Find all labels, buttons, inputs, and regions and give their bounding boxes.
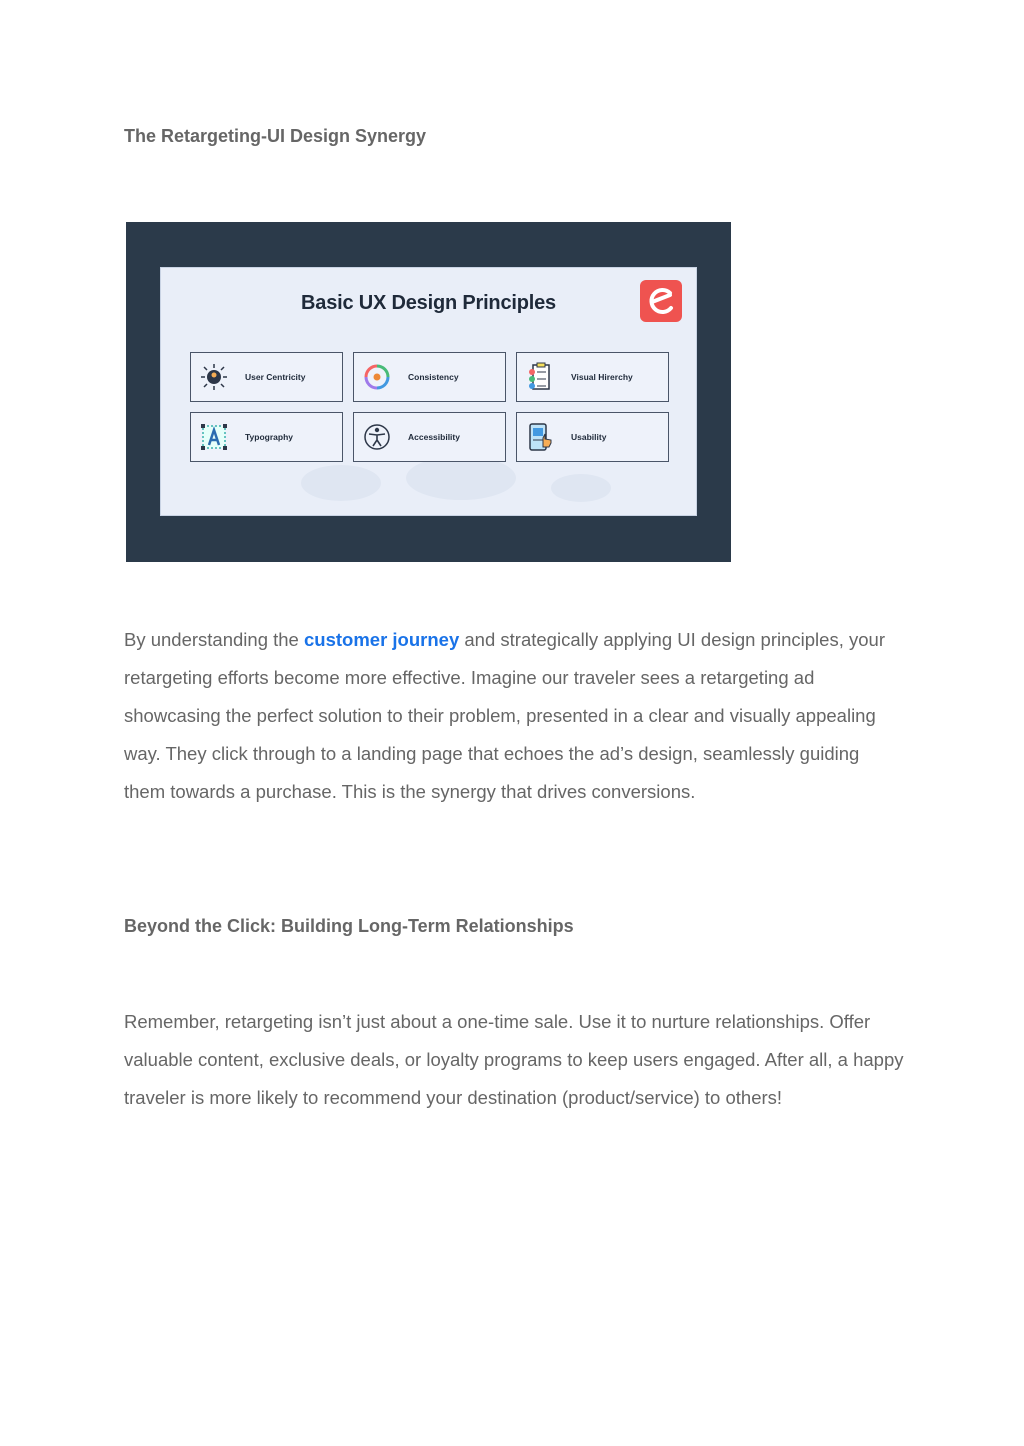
accessibility-icon bbox=[362, 422, 392, 452]
paragraph-customer-journey bbox=[124, 621, 904, 811]
customer-journey-link[interactable]: customer journey bbox=[304, 629, 460, 650]
card-label: Accessibility bbox=[408, 432, 460, 442]
card-label: Consistency bbox=[408, 372, 459, 382]
visual-hierarchy-icon bbox=[525, 362, 555, 392]
card-label: User Centricity bbox=[245, 372, 306, 382]
slide-panel bbox=[160, 267, 697, 516]
card-user-centricity bbox=[190, 352, 343, 402]
usability-icon bbox=[525, 422, 555, 452]
card-typography bbox=[190, 412, 343, 462]
slide-title: Basic UX Design Principles bbox=[301, 292, 556, 314]
section-heading-retargeting-ui: The Retargeting-UI Design Synergy bbox=[124, 126, 427, 146]
card-label: Typography bbox=[245, 432, 294, 442]
card-accessibility bbox=[353, 412, 506, 462]
card-label: Usability bbox=[571, 432, 607, 442]
card-visual-hierarchy bbox=[516, 352, 669, 402]
card-label: Visual Hirerchy bbox=[571, 372, 633, 382]
brand-logo-icon bbox=[640, 280, 682, 322]
consistency-icon bbox=[362, 362, 392, 392]
card-consistency bbox=[353, 352, 506, 402]
section-heading-beyond-click: Beyond the Click: Building Long-Term Relationships bbox=[124, 916, 574, 936]
ux-principles-figure bbox=[126, 222, 731, 562]
paragraph-relationships: Remember, retargeting isn’t just about a one-time sale. Use it to nurture relationships. Offer valuable content, exclusive deals, or loyalty programs to keep users engaged. After all, a happy traveler is more likely to recommend your destination (product/service) to others! bbox=[124, 1011, 904, 1108]
user-centricity-icon bbox=[199, 362, 229, 392]
paragraph-text: By understanding the bbox=[124, 629, 304, 650]
card-usability bbox=[516, 412, 669, 462]
principles-grid bbox=[190, 352, 668, 462]
typography-icon bbox=[199, 422, 229, 452]
paragraph-text: and strategically applying UI design principles, your retargeting efforts become more effective. Imagine our traveler sees a retargeting ad showcasing the perfect solution to their problem, presented in a clear and visually appealing way. They click through to a landing page that echoes the ad’s design, seamlessly guiding them towards a purchase. This is the synergy that drives conversions. bbox=[124, 629, 885, 802]
